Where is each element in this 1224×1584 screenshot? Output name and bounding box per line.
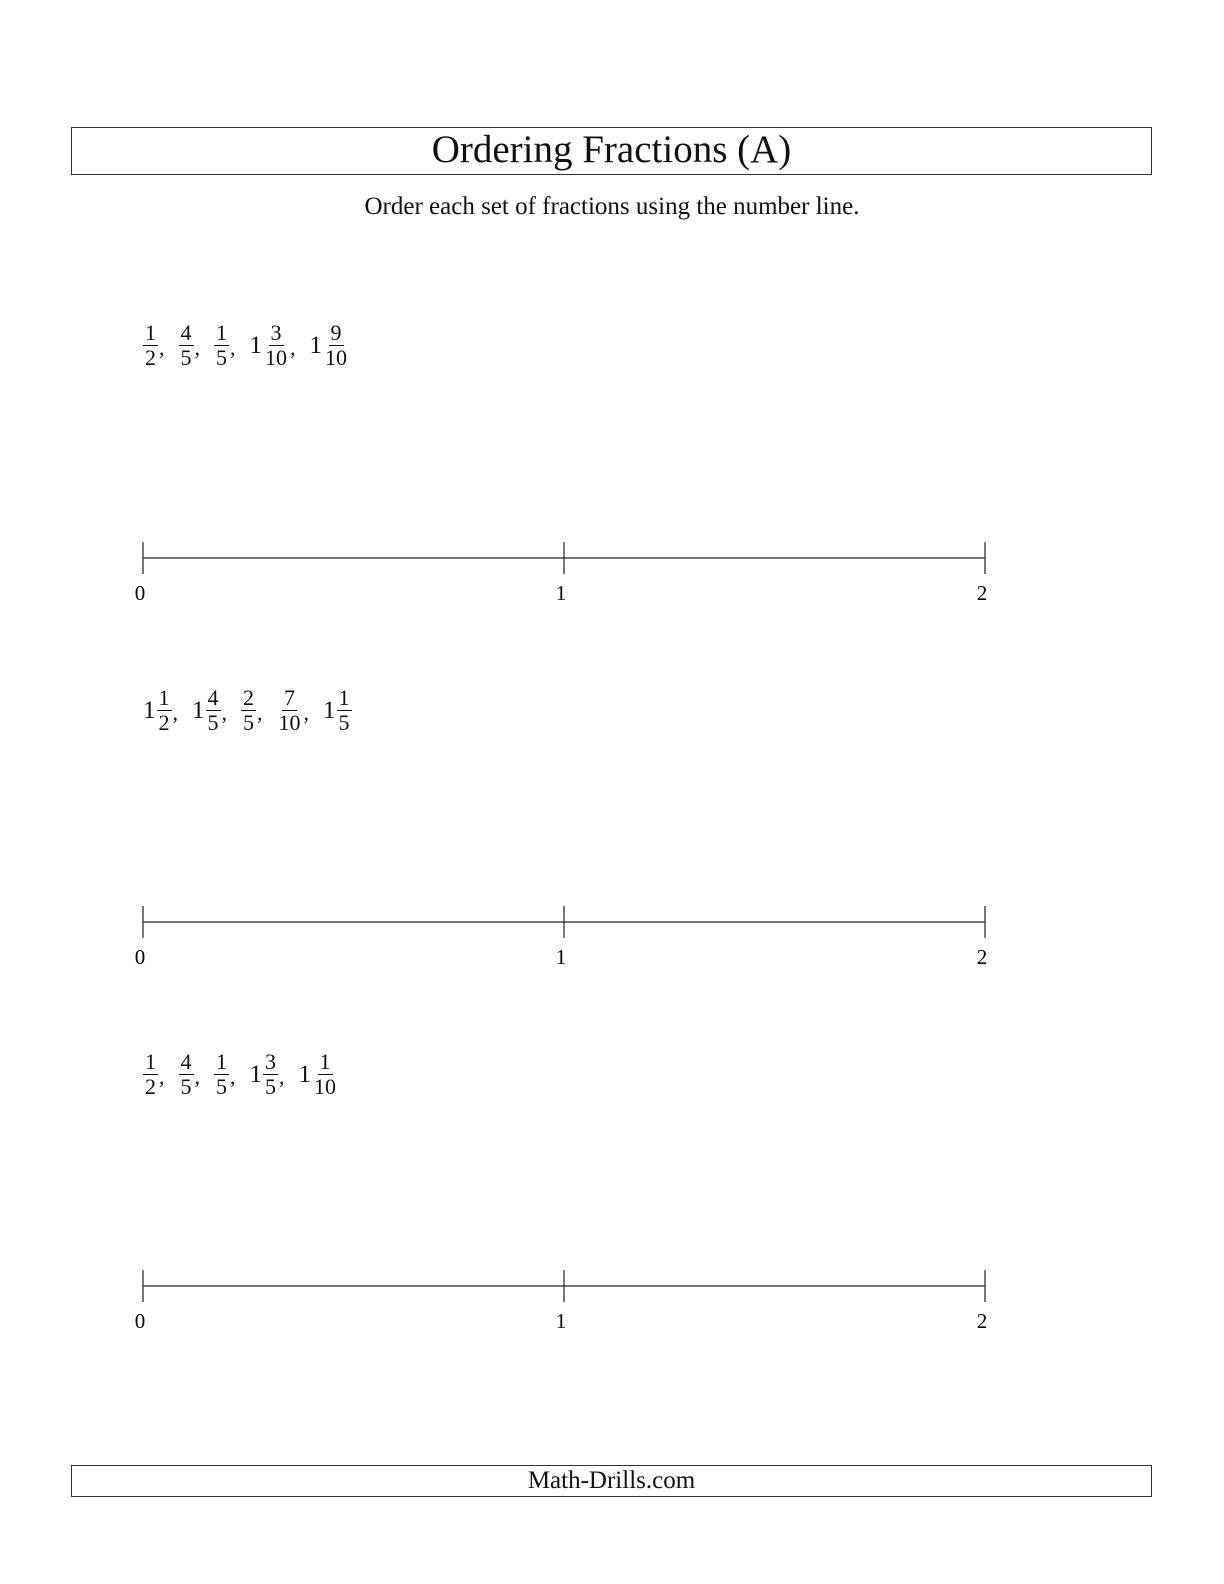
numerator: 1: [145, 319, 156, 345]
denominator: 5: [265, 1073, 276, 1099]
separator-comma: ,: [221, 699, 227, 725]
whole-part: 1: [192, 696, 205, 724]
fraction-part: [206, 684, 221, 735]
whole-part: 1: [309, 331, 322, 359]
denominator: 2: [145, 1073, 156, 1099]
denominator: 5: [207, 709, 219, 735]
fraction-set: [143, 1044, 352, 1104]
numerator: 7: [284, 684, 295, 710]
mixed-number: [249, 319, 296, 370]
denominator: 10: [325, 344, 347, 370]
fraction-part: [179, 1048, 194, 1099]
instructions: Order each set of fractions using the number line.: [364, 193, 860, 220]
denominator: 5: [243, 709, 254, 735]
separator-comma: ,: [230, 334, 236, 360]
mixed-number: [298, 1048, 339, 1099]
numerator: 4: [180, 319, 192, 345]
numerator: 3: [265, 1048, 276, 1074]
numerator: 4: [207, 684, 219, 710]
numerator: 1: [158, 684, 170, 710]
fraction: [179, 319, 201, 370]
fraction-set: [143, 680, 366, 740]
separator-comma: ,: [290, 334, 296, 360]
numerator: 1: [319, 1048, 331, 1074]
numerator: 1: [216, 1048, 227, 1074]
mixed-number: [249, 1048, 285, 1099]
denominator: 10: [314, 1073, 336, 1099]
tick-label-0: 0: [134, 581, 146, 605]
fraction-part: [143, 1048, 158, 1099]
whole-part: 1: [249, 331, 262, 359]
footer-site-name: Math-Drills.com: [71, 1465, 1152, 1497]
numerator: 9: [330, 319, 342, 345]
mixed-number: [323, 684, 352, 735]
numerator: 1: [338, 684, 350, 710]
tick-label-2: 2: [976, 945, 988, 969]
fraction-part: [214, 1048, 229, 1099]
numerator: 1: [216, 319, 227, 345]
fraction-part: [263, 319, 289, 370]
fraction-set: [143, 315, 363, 375]
separator-comma: ,: [159, 334, 165, 360]
denominator: 2: [158, 709, 170, 735]
fraction-part: [157, 684, 172, 735]
fraction: [241, 684, 263, 735]
denominator: 2: [145, 344, 156, 370]
fraction-part: [143, 319, 158, 370]
fraction: [143, 1048, 165, 1099]
separator-comma: ,: [194, 334, 200, 360]
mixed-number: [143, 684, 178, 735]
denominator: 5: [216, 1073, 227, 1099]
whole-part: 1: [298, 1060, 311, 1088]
mixed-number: [309, 319, 350, 370]
fraction: [143, 319, 165, 370]
numerator: 1: [145, 1048, 156, 1074]
fraction-part: [241, 684, 256, 735]
tick-label-0: 0: [134, 945, 146, 969]
fraction: [214, 319, 236, 370]
fraction: [179, 1048, 201, 1099]
fraction-part: [179, 319, 194, 370]
mixed-number: [192, 684, 227, 735]
denominator: 5: [338, 709, 350, 735]
separator-comma: ,: [194, 1063, 200, 1089]
denominator: 10: [265, 344, 287, 370]
fraction-part: [312, 1048, 338, 1099]
fraction: [277, 684, 310, 735]
tick-label-0: 0: [134, 1309, 146, 1333]
tick-label-1: 1: [555, 945, 567, 969]
number-line: [0, 1258, 1224, 1338]
whole-part: 1: [323, 696, 336, 724]
denominator: 10: [278, 709, 301, 735]
tick-label-1: 1: [555, 581, 567, 605]
denominator: 5: [180, 1073, 192, 1099]
fraction-part: [323, 319, 349, 370]
separator-comma: ,: [159, 1063, 165, 1089]
numerator: 2: [243, 684, 254, 710]
fraction-part: [214, 319, 229, 370]
numerator: 4: [180, 1048, 192, 1074]
number-line: [0, 894, 1224, 974]
fraction-part: [263, 1048, 278, 1099]
denominator: 5: [216, 344, 227, 370]
whole-part: 1: [249, 1060, 262, 1088]
separator-comma: ,: [172, 699, 178, 725]
fraction-part: [337, 684, 352, 735]
separator-comma: ,: [279, 1063, 285, 1089]
tick-label-2: 2: [976, 581, 988, 605]
fraction-part: [277, 684, 303, 735]
tick-label-2: 2: [976, 1309, 988, 1333]
fraction: [214, 1048, 236, 1099]
tick-label-1: 1: [555, 1309, 567, 1333]
separator-comma: ,: [303, 699, 309, 725]
number-line: [0, 530, 1224, 610]
worksheet-title: Ordering Fractions (A): [71, 127, 1152, 175]
denominator: 5: [180, 344, 192, 370]
whole-part: 1: [143, 696, 156, 724]
separator-comma: ,: [230, 1063, 236, 1089]
numerator: 3: [270, 319, 282, 345]
separator-comma: ,: [257, 699, 263, 725]
